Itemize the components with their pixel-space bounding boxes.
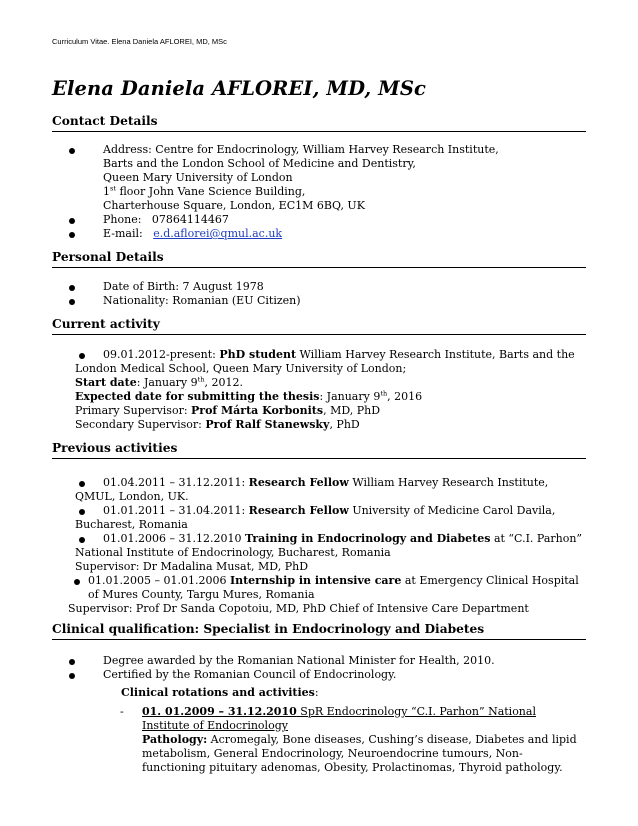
start-date-line: Start date: January 9th, 2012.	[75, 375, 243, 389]
nationality-line: Nationality: Romanian (EU Citizen)	[103, 294, 301, 307]
rotation-line: 01. 01.2009 – 31.12.2010 SpR Endocrinology “C.I. Parhon” National	[142, 705, 536, 718]
rotations-heading: Clinical rotations and activities:	[121, 686, 319, 699]
previous-entry-line: Supervisor: Dr Madalina Musat, MD, PhD	[75, 560, 309, 573]
email-link[interactable]: e.d.aflorei@qmul.ac.uk	[153, 227, 283, 240]
thesis-date-line: Expected date for submitting the thesis: January 9th, 2016	[75, 389, 423, 403]
phone-number: 07864114467	[151, 213, 229, 226]
section-heading-previous: Previous activities	[52, 441, 586, 459]
bullet-icon	[69, 232, 75, 238]
previous-entry-line: Bucharest, Romania	[75, 518, 188, 531]
bullet-icon	[79, 509, 85, 515]
running-header: Curriculum Vitae. Elena Daniela AFLOREI, MD, MSc	[52, 37, 227, 46]
previous-entry-line: 01.04.2011 – 31.12.2011: Research Fellow William Harvey Research Institute,	[103, 476, 549, 489]
previous-entry-line: 01.01.2006 – 31.12.2010 Training in Endocrinology and Diabetes at “C.I. Parhon”	[103, 532, 583, 545]
section-heading-clinical: Clinical qualification: Specialist in Endocrinology and Diabetes	[52, 622, 586, 640]
section-heading-current: Current activity	[52, 317, 586, 335]
page-title: Elena Daniela AFLOREI, MD, MSc	[52, 77, 427, 100]
address-line: Queen Mary University of London	[103, 171, 293, 184]
primary-supervisor-line: Primary Supervisor: Prof Márta Korbonits, MD, PhD	[75, 404, 381, 417]
bullet-icon	[69, 218, 75, 224]
bullet-icon	[69, 659, 75, 665]
previous-entry-line: National Institute of Endocrinology, Bucharest, Romania	[75, 546, 391, 559]
address-line: 1st floor John Vane Science Building,	[103, 184, 306, 198]
bullet-icon	[69, 285, 75, 291]
pathology-line: metabolism, General Endocrinology, Neuroendocrine tumours, Non-	[142, 747, 523, 760]
bullet-icon	[69, 299, 75, 305]
pathology-line: Pathology: Acromegaly, Bone diseases, Cushing’s disease, Diabetes and lipid	[142, 733, 577, 746]
address-line: Address: Centre for Endocrinology, William Harvey Research Institute,	[103, 143, 499, 156]
clinical-bullet-line: Degree awarded by the Romanian National Minister for Health, 2010.	[103, 654, 495, 667]
secondary-supervisor-line: Secondary Supervisor: Prof Ralf Stanewsky, PhD	[75, 418, 360, 431]
bullet-icon	[79, 537, 85, 543]
dash-marker: -	[120, 705, 124, 718]
bullet-icon	[69, 673, 75, 679]
previous-entry-line: 01.01.2005 – 01.01.2006 Internship in intensive care at Emergency Clinical Hospital	[88, 574, 579, 587]
clinical-bullet-line: Certified by the Romanian Council of Endocrinology.	[103, 668, 397, 681]
bullet-icon	[74, 579, 80, 585]
section-heading-personal: Personal Details	[52, 250, 586, 268]
bullet-icon	[79, 353, 85, 359]
address-line: Charterhouse Square, London, EC1M 6BQ, UK	[103, 199, 365, 212]
previous-entry-line: Supervisor: Prof Dr Sanda Copotoiu, MD, PhD Chief of Intensive Care Department	[68, 602, 529, 615]
rotation-line: Institute of Endocrinology	[142, 719, 288, 732]
section-heading-contact: Contact Details	[52, 114, 586, 132]
previous-entry-line: of Mures County, Targu Mures, Romania	[88, 588, 315, 601]
current-line: London Medical School, Queen Mary University of London;	[75, 362, 407, 375]
dob-line: Date of Birth: 7 August 1978	[103, 280, 264, 293]
previous-entry-line: QMUL, London, UK.	[75, 490, 189, 503]
previous-entry-line: 01.01.2011 – 31.04.2011: Research Fellow University of Medicine Carol Davila,	[103, 504, 556, 517]
current-line: 09.01.2012-present: PhD student William Harvey Research Institute, Barts and the	[103, 348, 575, 361]
bullet-icon	[79, 481, 85, 487]
address-line: Barts and the London School of Medicine and Dentistry,	[103, 157, 416, 170]
email-line: E-mail: e.d.aflorei@qmul.ac.uk	[103, 227, 283, 240]
bullet-icon	[69, 148, 75, 154]
pathology-line: functioning pituitary adenomas, Obesity, Prolactinomas, Thyroid pathology.	[142, 761, 563, 774]
phone-line: Phone: 07864114467	[103, 213, 229, 226]
